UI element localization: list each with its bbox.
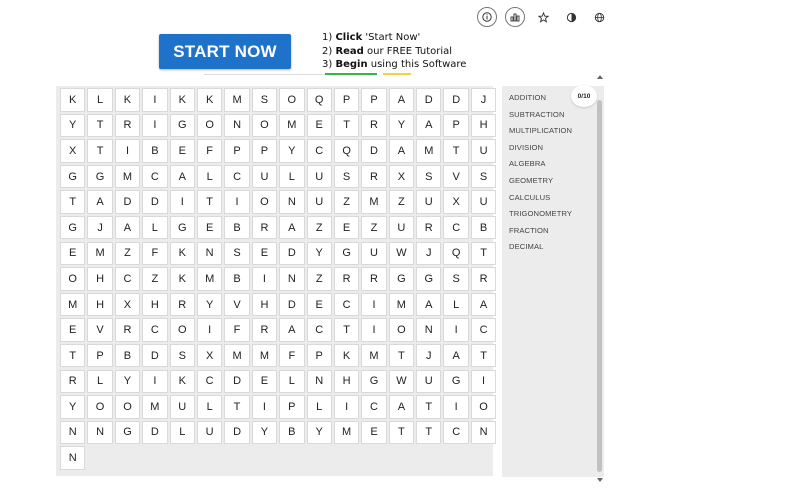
grid-cell[interactable]: T xyxy=(389,421,414,445)
grid-cell[interactable]: D xyxy=(361,139,386,163)
grid-cell[interactable]: X xyxy=(60,139,85,163)
grid-cell[interactable]: R xyxy=(252,216,277,240)
grid-cell[interactable]: T xyxy=(334,318,359,342)
grid-cell[interactable]: U xyxy=(361,242,386,266)
info-icon[interactable] xyxy=(477,7,497,27)
grid-cell[interactable]: X xyxy=(115,293,140,317)
grid-cell[interactable]: O xyxy=(170,318,195,342)
grid-cell[interactable]: A xyxy=(279,216,304,240)
grid-cell[interactable]: B xyxy=(142,139,167,163)
grid-cell[interactable]: T xyxy=(471,344,496,368)
grid-cell[interactable]: Q xyxy=(443,242,468,266)
step-1: 1) Click 'Start Now' xyxy=(322,32,421,43)
grid-cell[interactable]: A xyxy=(389,395,414,419)
grid-cell[interactable]: M xyxy=(197,267,222,291)
grid-cell[interactable]: N xyxy=(197,242,222,266)
grid-cell[interactable]: N xyxy=(279,267,304,291)
found-counter: 0/10 xyxy=(571,85,597,107)
grid-cell[interactable]: H xyxy=(87,293,112,317)
grid-cell[interactable]: Y xyxy=(197,293,222,317)
grid-cell[interactable]: Y xyxy=(252,421,277,445)
grid-cell[interactable]: O xyxy=(60,267,85,291)
grid-cell[interactable]: G xyxy=(361,370,386,394)
grid-cell[interactable]: Z xyxy=(389,190,414,214)
grid-cell[interactable]: Z xyxy=(307,267,332,291)
grid-cell[interactable]: M xyxy=(115,165,140,189)
grid-cell[interactable]: V xyxy=(443,165,468,189)
grid-cell[interactable]: V xyxy=(87,318,112,342)
letter-grid xyxy=(60,88,496,470)
grid-cell[interactable]: A xyxy=(389,88,414,112)
grid-cell[interactable]: X xyxy=(389,165,414,189)
grid-cell[interactable]: E xyxy=(334,216,359,240)
grid-cell[interactable]: X xyxy=(443,190,468,214)
grid-cell[interactable]: K xyxy=(170,242,195,266)
grid-cell[interactable]: S xyxy=(170,344,195,368)
grid-cell[interactable]: N xyxy=(60,421,85,445)
grid-cell[interactable]: U xyxy=(471,139,496,163)
grid-cell[interactable]: R xyxy=(115,114,140,138)
word-list-item: SUBTRACTION xyxy=(509,109,565,119)
grid-cell[interactable]: N xyxy=(279,190,304,214)
grid-cell[interactable]: T xyxy=(87,114,112,138)
grid-cell[interactable]: A xyxy=(279,318,304,342)
contrast-icon[interactable] xyxy=(561,7,581,27)
grid-cell[interactable]: T xyxy=(87,139,112,163)
grid-cell[interactable]: Y xyxy=(279,139,304,163)
grid-cell[interactable]: F xyxy=(279,344,304,368)
grid-cell[interactable]: E xyxy=(252,242,277,266)
grid-cell[interactable]: E xyxy=(361,421,386,445)
grid-cell[interactable]: F xyxy=(224,318,249,342)
word-list-item: ADDITION xyxy=(509,93,547,102)
grid-cell[interactable]: T xyxy=(416,421,441,445)
start-now-button[interactable]: START NOW xyxy=(159,34,291,69)
grid-cell[interactable]: C xyxy=(224,165,249,189)
grid-cell[interactable]: G xyxy=(115,421,140,445)
grid-cell[interactable]: R xyxy=(252,318,277,342)
grid-cell[interactable]: K xyxy=(170,370,195,394)
grid-cell[interactable]: I xyxy=(334,395,359,419)
grid-cell[interactable]: C xyxy=(334,293,359,317)
grid-cell[interactable]: T xyxy=(389,344,414,368)
grid-cell[interactable]: G xyxy=(443,370,468,394)
bar-chart-icon[interactable] xyxy=(505,7,525,27)
word-list-item: DIVISION xyxy=(509,142,544,152)
word-list-item: FRACTION xyxy=(509,225,549,235)
grid-cell[interactable]: O xyxy=(252,190,277,214)
grid-cell[interactable]: U xyxy=(307,165,332,189)
grid-cell[interactable]: K xyxy=(197,88,222,112)
grid-cell[interactable]: C xyxy=(142,318,167,342)
grid-cell[interactable]: I xyxy=(252,395,277,419)
grid-cell[interactable]: I xyxy=(170,190,195,214)
grid-cell[interactable]: T xyxy=(60,344,85,368)
grid-cell[interactable]: W xyxy=(389,370,414,394)
grid-cell[interactable]: B xyxy=(115,344,140,368)
grid-cell[interactable]: E xyxy=(197,216,222,240)
grid-cell[interactable]: D xyxy=(443,88,468,112)
grid-cell[interactable]: U xyxy=(416,190,441,214)
grid-cell[interactable]: P xyxy=(307,344,332,368)
grid-cell[interactable]: Y xyxy=(115,370,140,394)
grid-cell[interactable]: D xyxy=(142,421,167,445)
grid-cell[interactable]: Y xyxy=(60,395,85,419)
grid-cell[interactable]: A xyxy=(443,344,468,368)
word-list-item: GEOMETRY xyxy=(509,175,554,185)
star-icon[interactable] xyxy=(533,7,553,27)
grid-cell[interactable]: L xyxy=(87,88,112,112)
grid-cell[interactable]: E xyxy=(307,114,332,138)
word-list-item: CALCULUS xyxy=(509,192,551,202)
grid-cell[interactable]: H xyxy=(471,114,496,138)
grid-cell[interactable]: N xyxy=(87,421,112,445)
grid-cell[interactable]: D xyxy=(279,242,304,266)
grid-cell[interactable]: T xyxy=(334,114,359,138)
grid-cell[interactable]: U xyxy=(416,370,441,394)
grid-cell[interactable]: A xyxy=(416,293,441,317)
grid-cell[interactable]: A xyxy=(87,190,112,214)
grid-cell[interactable]: G xyxy=(87,165,112,189)
grid-cell[interactable]: O xyxy=(115,395,140,419)
grid-cell[interactable]: C xyxy=(307,318,332,342)
grid-cell[interactable]: Z xyxy=(142,267,167,291)
grid-cell[interactable]: C xyxy=(115,267,140,291)
grid-cell[interactable]: F xyxy=(142,242,167,266)
grid-cell[interactable]: G xyxy=(334,242,359,266)
grid-cell[interactable]: R xyxy=(361,267,386,291)
grid-cell[interactable]: K xyxy=(334,344,359,368)
word-list-panel xyxy=(502,86,604,477)
grid-cell[interactable]: I xyxy=(115,139,140,163)
grid-cell[interactable]: D xyxy=(279,293,304,317)
yellow-underline xyxy=(383,73,411,75)
grid-cell[interactable]: F xyxy=(197,139,222,163)
grid-cell[interactable]: L xyxy=(307,395,332,419)
grid-cell[interactable]: A xyxy=(471,293,496,317)
grid-cell[interactable]: M xyxy=(87,242,112,266)
grid-cell[interactable]: H xyxy=(142,293,167,317)
grid-cell[interactable]: C xyxy=(443,421,468,445)
grid-cell[interactable]: M xyxy=(416,139,441,163)
grid-cell[interactable]: D xyxy=(142,344,167,368)
grid-cell[interactable]: A xyxy=(170,165,195,189)
grid-cell[interactable]: M xyxy=(279,114,304,138)
grid-cell[interactable]: D xyxy=(224,421,249,445)
grid-cell[interactable]: I xyxy=(443,318,468,342)
grid-cell[interactable]: N xyxy=(416,318,441,342)
grid-cell[interactable]: O xyxy=(279,88,304,112)
grid-cell[interactable]: E xyxy=(170,139,195,163)
scroll-down-arrow[interactable] xyxy=(597,477,603,483)
grid-cell[interactable]: K xyxy=(60,88,85,112)
grid-cell[interactable]: M xyxy=(334,421,359,445)
scrollbar[interactable] xyxy=(597,100,602,472)
grid-cell[interactable]: U xyxy=(252,165,277,189)
word-list-item: DECIMAL xyxy=(509,242,544,252)
grid-cell[interactable]: Y xyxy=(307,242,332,266)
grid-cell[interactable]: U xyxy=(197,421,222,445)
grid-cell[interactable]: Z xyxy=(115,242,140,266)
grid-cell[interactable]: V xyxy=(224,293,249,317)
word-list-item: ALGEBRA xyxy=(509,159,546,169)
grid-cell[interactable]: T xyxy=(471,242,496,266)
grid-cell[interactable]: Y xyxy=(307,421,332,445)
grid-cell[interactable]: R xyxy=(361,114,386,138)
grid-cell[interactable]: E xyxy=(307,293,332,317)
grid-cell[interactable]: L xyxy=(142,216,167,240)
word-list-item: TRIGONOMETRY xyxy=(509,209,573,219)
grid-cell[interactable]: D xyxy=(224,370,249,394)
grid-cell[interactable]: E xyxy=(60,318,85,342)
grid-cell[interactable]: S xyxy=(416,165,441,189)
grid-cell[interactable]: B xyxy=(224,216,249,240)
step-2: 2) Read our FREE Tutorial xyxy=(322,45,453,57)
grid-cell[interactable]: A xyxy=(416,114,441,138)
grid-cell[interactable]: C xyxy=(142,165,167,189)
grid-cell[interactable]: Z xyxy=(334,190,359,214)
grid-cell[interactable]: C xyxy=(197,370,222,394)
grid-cell[interactable]: G xyxy=(416,267,441,291)
grid-cell[interactable]: J xyxy=(416,344,441,368)
grid-cell[interactable]: O xyxy=(87,395,112,419)
grid-cell[interactable]: C xyxy=(307,139,332,163)
grid-cell[interactable]: N xyxy=(471,421,496,445)
grid-cell[interactable]: I xyxy=(224,190,249,214)
grid-cell[interactable]: L xyxy=(197,395,222,419)
grid-cell[interactable]: T xyxy=(197,190,222,214)
grid-cell[interactable]: I xyxy=(471,370,496,394)
grid-cell[interactable]: M xyxy=(224,344,249,368)
grid-cell[interactable]: M xyxy=(224,88,249,112)
grid-cell[interactable]: T xyxy=(60,190,85,214)
grid-cell[interactable]: S xyxy=(443,267,468,291)
grid-cell[interactable]: Q xyxy=(334,139,359,163)
grid-cell[interactable]: A xyxy=(115,216,140,240)
grid-cell[interactable]: O xyxy=(197,114,222,138)
grid-cell[interactable]: C xyxy=(443,216,468,240)
grid-cell[interactable]: J xyxy=(471,88,496,112)
grid-cell[interactable]: D xyxy=(416,88,441,112)
grid-cell[interactable]: R xyxy=(361,165,386,189)
grid-cell[interactable]: G xyxy=(389,267,414,291)
grid-cell[interactable]: N xyxy=(307,370,332,394)
grid-cell[interactable]: L xyxy=(87,370,112,394)
grid-cell[interactable]: H xyxy=(334,370,359,394)
grid-cell[interactable]: R xyxy=(471,267,496,291)
word-list xyxy=(509,92,572,258)
grid-cell[interactable]: C xyxy=(471,318,496,342)
grid-cell[interactable]: H xyxy=(252,293,277,317)
grid-cell[interactable]: M xyxy=(252,344,277,368)
grid-cell[interactable]: Y xyxy=(389,114,414,138)
grid-cell[interactable]: B xyxy=(224,267,249,291)
grid-cell[interactable]: T xyxy=(443,139,468,163)
grid-cell[interactable]: S xyxy=(252,88,277,112)
grid-cell[interactable]: O xyxy=(471,395,496,419)
grid-cell[interactable]: I xyxy=(142,114,167,138)
grid-cell[interactable]: K xyxy=(170,267,195,291)
grid-cell[interactable]: A xyxy=(389,139,414,163)
grid-cell[interactable]: U xyxy=(307,190,332,214)
grid-cell[interactable]: S xyxy=(471,165,496,189)
grid-cell[interactable]: K xyxy=(115,88,140,112)
grid-cell[interactable]: C xyxy=(361,395,386,419)
grid-cell[interactable]: P xyxy=(224,139,249,163)
grid-cell[interactable]: P xyxy=(87,344,112,368)
grid-cell[interactable]: U xyxy=(170,395,195,419)
grid-cell[interactable]: R xyxy=(334,267,359,291)
grid-cell[interactable]: E xyxy=(252,370,277,394)
grid-cell[interactable]: U xyxy=(389,216,414,240)
grid-cell[interactable]: H xyxy=(87,267,112,291)
grid-cell[interactable]: T xyxy=(224,395,249,419)
grid-cell[interactable]: M xyxy=(60,293,85,317)
green-underline xyxy=(325,73,377,75)
grid-cell[interactable]: B xyxy=(279,421,304,445)
grid-cell[interactable]: L xyxy=(170,421,195,445)
grid-cell[interactable]: K xyxy=(170,88,195,112)
grid-cell[interactable]: R xyxy=(115,318,140,342)
grid-cell[interactable]: I xyxy=(142,88,167,112)
grid-cell[interactable]: J xyxy=(416,242,441,266)
grid-cell[interactable]: D xyxy=(115,190,140,214)
grid-cell[interactable]: P xyxy=(443,114,468,138)
grid-cell[interactable]: I xyxy=(197,318,222,342)
grid-cell[interactable]: W xyxy=(389,242,414,266)
grid-cell[interactable]: G xyxy=(170,114,195,138)
grid-cell[interactable]: G xyxy=(60,216,85,240)
grid-cell[interactable]: G xyxy=(60,165,85,189)
grid-cell[interactable]: U xyxy=(471,190,496,214)
grid-cell[interactable]: O xyxy=(252,114,277,138)
grid-cell[interactable]: Y xyxy=(60,114,85,138)
grid-cell[interactable]: L xyxy=(279,370,304,394)
grid-cell[interactable]: R xyxy=(60,370,85,394)
grid-cell[interactable]: O xyxy=(389,318,414,342)
grid-cell[interactable]: J xyxy=(87,216,112,240)
toolbar-icons xyxy=(477,7,609,27)
grid-cell[interactable]: N xyxy=(60,446,85,470)
grid-cell[interactable]: M xyxy=(142,395,167,419)
grid-cell[interactable]: L xyxy=(279,165,304,189)
grid-cell[interactable]: L xyxy=(443,293,468,317)
instructions xyxy=(322,31,466,72)
grid-cell[interactable]: S xyxy=(334,165,359,189)
grid-cell[interactable]: M xyxy=(361,190,386,214)
grid-cell[interactable]: X xyxy=(197,344,222,368)
grid-cell[interactable]: I xyxy=(252,267,277,291)
word-list-item: MULTIPLICATION xyxy=(509,126,573,136)
grid-cell[interactable]: P xyxy=(361,88,386,112)
grid-cell[interactable]: Z xyxy=(307,216,332,240)
step-3: 3) Begin using this Software xyxy=(322,59,467,70)
grid-cell[interactable]: P xyxy=(279,395,304,419)
scroll-up-arrow[interactable] xyxy=(597,74,603,80)
grid-cell[interactable]: R xyxy=(416,216,441,240)
grid-cell[interactable]: R xyxy=(170,293,195,317)
grid-cell[interactable]: S xyxy=(224,242,249,266)
puzzle-board xyxy=(56,86,493,476)
grid-cell[interactable]: M xyxy=(361,344,386,368)
grid-cell[interactable]: Q xyxy=(307,88,332,112)
grid-cell[interactable]: M xyxy=(389,293,414,317)
grid-cell[interactable]: Z xyxy=(361,216,386,240)
grid-cell[interactable]: E xyxy=(60,242,85,266)
grid-cell[interactable]: I xyxy=(142,370,167,394)
grid-cell[interactable]: T xyxy=(416,395,441,419)
globe-icon[interactable] xyxy=(589,7,609,27)
grid-cell[interactable]: D xyxy=(142,190,167,214)
grid-cell[interactable]: P xyxy=(252,139,277,163)
grid-cell[interactable]: G xyxy=(170,216,195,240)
grid-cell[interactable]: I xyxy=(443,395,468,419)
grid-cell[interactable]: I xyxy=(361,293,386,317)
grid-cell[interactable]: B xyxy=(471,216,496,240)
grid-cell[interactable]: L xyxy=(197,165,222,189)
grid-cell[interactable]: I xyxy=(361,318,386,342)
grid-cell[interactable]: N xyxy=(224,114,249,138)
grid-cell[interactable]: P xyxy=(334,88,359,112)
